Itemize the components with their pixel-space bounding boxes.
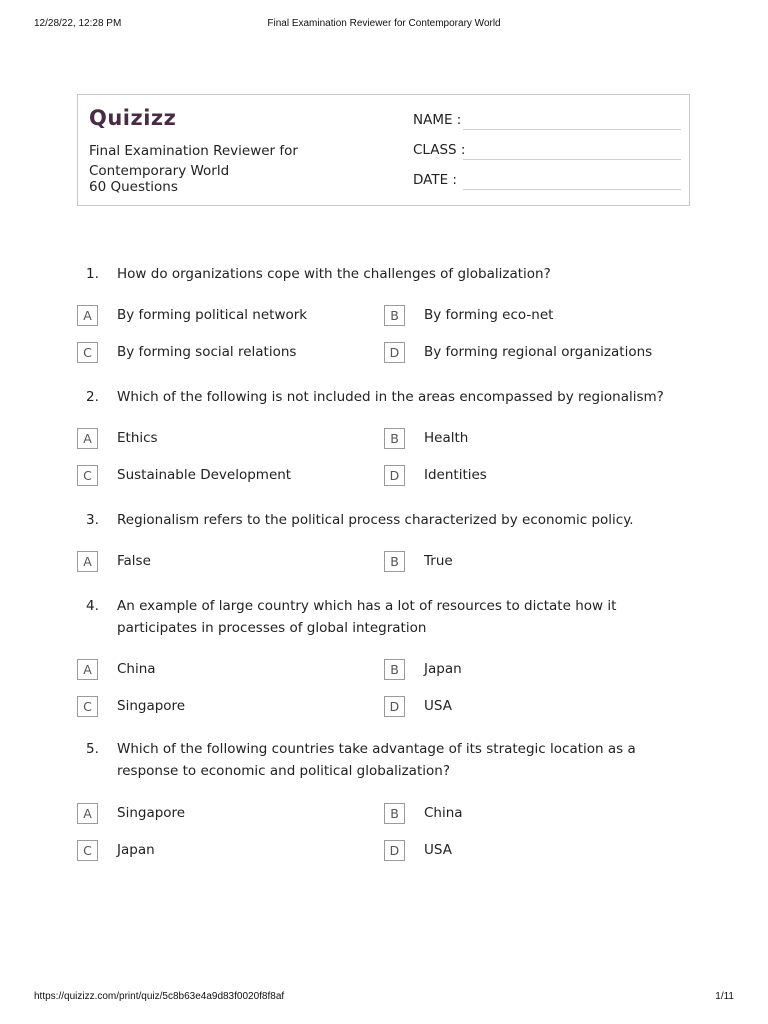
option-text: Japan <box>117 842 155 858</box>
option-letter-box: B <box>384 659 405 680</box>
option-text: False <box>117 553 151 569</box>
question-text: Which of the following countries take advantage of its strategic location as a response to economic and political globalization? <box>117 741 636 779</box>
name-line <box>463 129 681 130</box>
option-letter-box: A <box>77 428 98 449</box>
date-line <box>463 189 681 190</box>
page-number: 1/11 <box>715 991 734 1002</box>
option-text: Singapore <box>117 698 186 714</box>
print-datetime: 12/28/22, 12:28 PM <box>34 18 122 29</box>
option-letter-box: B <box>384 305 405 326</box>
option-text: China <box>117 661 156 677</box>
class-field[interactable] <box>413 142 681 162</box>
date-field[interactable] <box>413 172 681 192</box>
option-text: Japan <box>424 661 462 677</box>
option-letter-box: A <box>77 803 98 824</box>
option-text: Singapore <box>117 805 186 821</box>
question-text: Regionalism refers to the political process characterized by economic policy. <box>117 512 634 528</box>
question-number: 3. <box>86 512 99 528</box>
option-text: By forming social relations <box>117 344 297 360</box>
option-text: By forming political network <box>117 307 308 323</box>
option-letter-box: B <box>384 428 405 449</box>
option-letter-box: D <box>384 342 405 363</box>
option-text: Identities <box>424 467 487 483</box>
quiz-header-card <box>77 94 690 206</box>
question-text: An example of large country which has a lot of resources to dictate how it participates in processes of global integration <box>117 598 617 636</box>
name-label: NAME : <box>413 112 462 128</box>
question-number: 1. <box>86 266 99 282</box>
option-letter-box: C <box>77 696 98 717</box>
question-count: 60 Questions <box>89 179 178 195</box>
option-text: USA <box>424 842 452 858</box>
quiz-title: Final Examination Reviewer for Contemporary World <box>89 143 298 179</box>
question-text: Which of the following is not included in the areas encompassed by regionalism? <box>117 389 664 405</box>
print-url[interactable]: https://quizizz.com/print/quiz/5c8b63e4a9d83f0020f8f8af <box>34 991 285 1002</box>
option-text: By forming regional organizations <box>424 344 653 360</box>
question-number: 4. <box>86 598 99 614</box>
print-title: Final Examination Reviewer for Contemporary World <box>267 18 501 29</box>
option-letter-box: B <box>384 803 405 824</box>
option-letter-box: B <box>384 551 405 572</box>
option-letter-box: D <box>384 465 405 486</box>
option-text: Ethics <box>117 430 158 446</box>
option-text: China <box>424 805 463 821</box>
option-letter-box: C <box>77 840 98 861</box>
option-letter-box: A <box>77 659 98 680</box>
class-line <box>463 159 681 160</box>
option-text: Health <box>424 430 469 446</box>
date-label: DATE : <box>413 172 457 188</box>
option-letter-box: D <box>384 696 405 717</box>
class-label: CLASS : <box>413 142 466 158</box>
option-letter-box: A <box>77 551 98 572</box>
option-text: USA <box>424 698 452 714</box>
question-number: 2. <box>86 389 99 405</box>
quizizz-logo: Quizizz <box>89 106 177 130</box>
question-number: 5. <box>86 741 99 757</box>
name-field[interactable] <box>413 112 681 132</box>
option-text: By forming eco-net <box>424 307 554 323</box>
question-text: How do organizations cope with the challenges of globalization? <box>117 266 551 282</box>
option-letter-box: C <box>77 342 98 363</box>
option-text: True <box>424 553 453 569</box>
print-header <box>0 18 768 32</box>
option-letter-box: A <box>77 305 98 326</box>
option-letter-box: D <box>384 840 405 861</box>
option-text: Sustainable Development <box>117 467 292 483</box>
print-footer <box>0 991 768 1005</box>
option-letter-box: C <box>77 465 98 486</box>
